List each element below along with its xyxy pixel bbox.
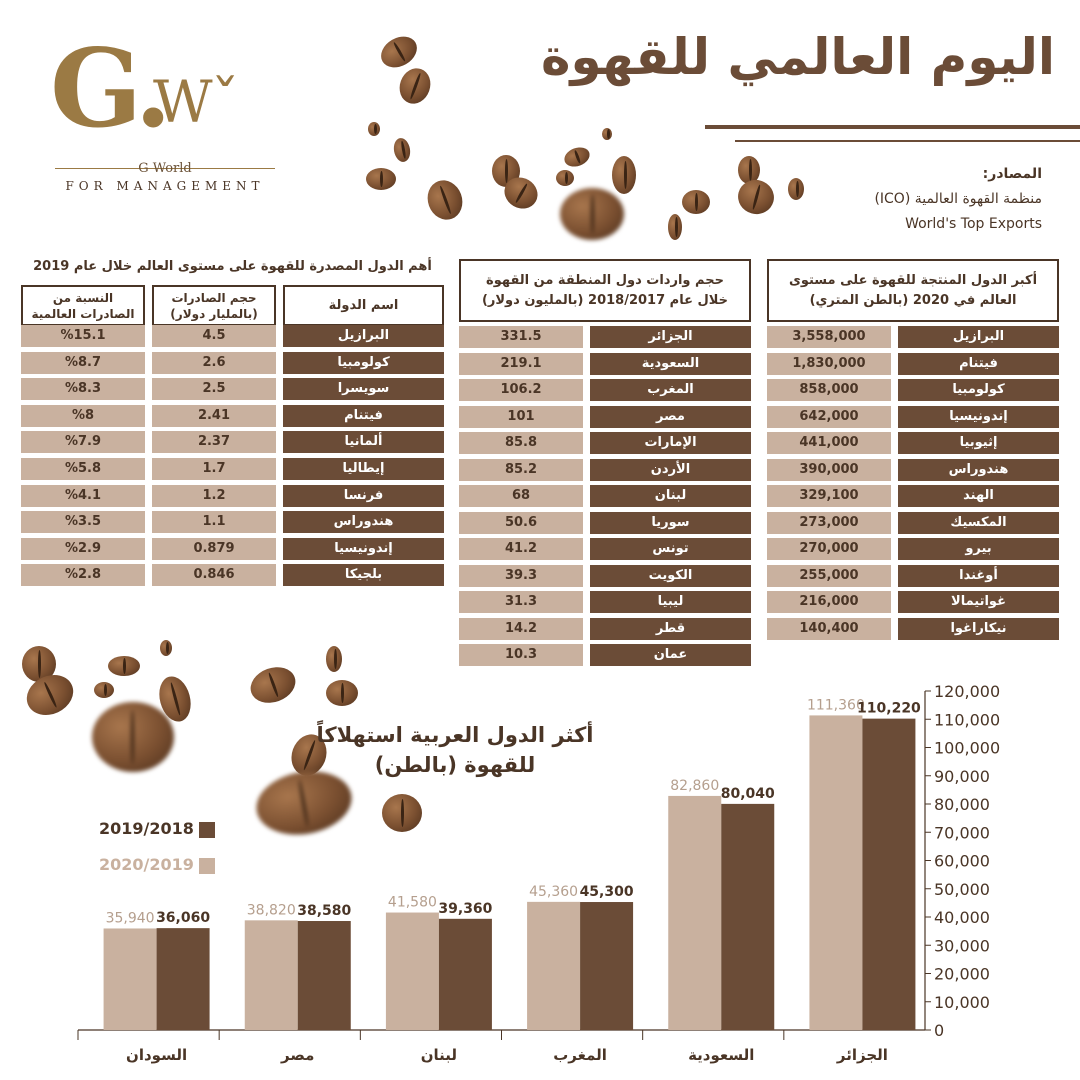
producers-country-cell: إندونيسيا xyxy=(898,406,1059,428)
producers-country-cell: الهند xyxy=(898,485,1059,507)
logo-line2: FOR MANAGEMENT xyxy=(65,179,265,193)
producers-country-cell: فيتنام xyxy=(898,353,1059,375)
imports-country-cell: قطر xyxy=(590,618,751,640)
imports-value-cell: 331.5 xyxy=(459,326,583,348)
bar-2020-2019 xyxy=(668,796,721,1030)
exporters-country-cell: ألمانيا xyxy=(283,431,444,453)
exporters-header-volume-label: حجم الصادرات (بالمليار دولار) xyxy=(170,290,258,321)
imports-value-cell: 68 xyxy=(459,485,583,507)
data-label-2019-2018: 39,360 xyxy=(438,900,493,917)
exporters-volume-cell: 1.7 xyxy=(152,458,276,480)
producers-table-title: أكبر الدول المنتجة للقهوة على مستوى العالم في 2020 (بالطن المتري) xyxy=(788,272,1038,308)
data-label-2020-2019: 111,360 xyxy=(806,697,865,714)
exporters-country-cell: البرازيل xyxy=(283,325,444,347)
producers-country-cell: إثيوبيا xyxy=(898,432,1059,454)
y-tick-label: 70,000 xyxy=(934,823,990,843)
bar-2020-2019 xyxy=(386,913,439,1030)
imports-country-cell: لبنان xyxy=(590,485,751,507)
y-tick-label: 110,000 xyxy=(934,710,1001,730)
x-category-label: السعودية xyxy=(688,1046,755,1064)
producers-value-cell: 140,400 xyxy=(767,618,891,640)
producers-country-cell: هندوراس xyxy=(898,459,1059,481)
exporters-share-cell: %2.9 xyxy=(21,538,145,560)
x-category-label: المغرب xyxy=(553,1046,607,1064)
imports-country-cell: الكويت xyxy=(590,565,751,587)
imports-country-cell: الأردن xyxy=(590,459,751,481)
data-label-2020-2019: 82,860 xyxy=(670,777,720,794)
data-label-2020-2019: 41,580 xyxy=(387,894,437,911)
imports-table-title: حجم واردات دول المنطقة من القهوة خلال عام 2018/2017 (بالمليون دولار) xyxy=(481,272,729,308)
y-tick-label: 20,000 xyxy=(934,964,990,984)
producers-value-cell: 441,000 xyxy=(767,432,891,454)
exporters-volume-cell: 1.1 xyxy=(152,511,276,533)
imports-value-cell: 106.2 xyxy=(459,379,583,401)
exporters-share-cell: %15.1 xyxy=(21,325,145,347)
exporters-country-cell: إيطاليا xyxy=(283,458,444,480)
bar-2019-2018 xyxy=(580,902,633,1030)
imports-value-cell: 41.2 xyxy=(459,538,583,560)
data-label-2019-2018: 80,040 xyxy=(720,785,775,802)
exporters-country-cell: إندونيسيا xyxy=(283,538,444,560)
exporters-volume-cell: 0.879 xyxy=(152,538,276,560)
imports-value-cell: 39.3 xyxy=(459,565,583,587)
x-category-label: السودان xyxy=(126,1046,188,1064)
sources-line2: World's Top Exports xyxy=(905,216,1042,232)
logo-line1: G World xyxy=(138,161,192,176)
y-tick-label: 80,000 xyxy=(934,795,990,814)
imports-country-cell: المغرب xyxy=(590,379,751,401)
y-tick-label: 40,000 xyxy=(934,908,990,927)
producers-country-cell: كولومبيا xyxy=(898,379,1059,401)
y-tick-label: 120,000 xyxy=(934,682,1001,701)
logo-mark-g: G. xyxy=(50,26,168,152)
logo-mark-w: Wˇ xyxy=(153,68,238,136)
data-label-2019-2018: 38,580 xyxy=(297,903,352,920)
producers-value-cell: 273,000 xyxy=(767,512,891,534)
bar-2019-2018 xyxy=(157,928,210,1030)
data-label-2019-2018: 110,220 xyxy=(857,700,921,717)
exporters-country-cell: كولومبيا xyxy=(283,352,444,374)
exporters-volume-cell: 0.846 xyxy=(152,564,276,586)
y-tick-label: 60,000 xyxy=(934,851,990,871)
producers-value-cell: 642,000 xyxy=(767,406,891,428)
exporters-country-cell: بلجيكا xyxy=(283,564,444,586)
chart-title: أكثر الدول العربية استهلاكاً للقهوة (بالطن) xyxy=(316,723,594,777)
imports-country-cell: السعودية xyxy=(590,353,751,375)
exporters-share-cell: %2.8 xyxy=(21,564,145,586)
sources-label: المصادر: xyxy=(982,166,1042,182)
x-category-label: لبنان xyxy=(420,1046,458,1064)
imports-country-cell: مصر xyxy=(590,406,751,428)
imports-country-cell: سوريا xyxy=(590,512,751,534)
producers-value-cell: 216,000 xyxy=(767,591,891,613)
exporters-volume-cell: 2.37 xyxy=(152,431,276,453)
exporters-country-cell: فرنسا xyxy=(283,485,444,507)
producers-value-cell: 390,000 xyxy=(767,459,891,481)
exporters-share-cell: %5.8 xyxy=(21,458,145,480)
y-tick-label: 90,000 xyxy=(934,766,990,786)
x-category-label: مصر xyxy=(281,1046,315,1064)
imports-value-cell: 10.3 xyxy=(459,644,583,666)
exporters-volume-cell: 4.5 xyxy=(152,325,276,347)
imports-country-cell: تونس xyxy=(590,538,751,560)
imports-value-cell: 14.2 xyxy=(459,618,583,640)
exporters-country-cell: فيتنام xyxy=(283,405,444,427)
bar-2019-2018 xyxy=(298,921,351,1030)
exporters-country-cell: سويسرا xyxy=(283,378,444,400)
producers-country-cell: المكسيك xyxy=(898,512,1059,534)
y-tick-label: 10,000 xyxy=(934,992,990,1012)
data-label-2019-2018: 45,300 xyxy=(579,884,634,901)
bar-2019-2018 xyxy=(721,804,774,1030)
exporters-share-cell: %8 xyxy=(21,405,145,427)
y-tick-label: 0 xyxy=(934,1021,945,1040)
exporters-share-cell: %4.1 xyxy=(21,485,145,507)
exporters-volume-cell: 2.5 xyxy=(152,378,276,400)
producers-value-cell: 270,000 xyxy=(767,538,891,560)
producers-value-cell: 329,100 xyxy=(767,485,891,507)
y-tick-label: 100,000 xyxy=(934,738,1001,758)
exporters-share-cell: %8.7 xyxy=(21,352,145,374)
producers-country-cell: بيرو xyxy=(898,538,1059,560)
producers-value-cell: 1,830,000 xyxy=(767,353,891,375)
bar-2019-2018 xyxy=(862,719,915,1030)
data-label-2020-2019: 35,940 xyxy=(105,910,155,927)
y-tick-label: 30,000 xyxy=(934,936,990,956)
y-tick-label: 50,000 xyxy=(934,879,990,899)
bar-2020-2019 xyxy=(809,715,862,1030)
exporters-header-share-label: النسبة من الصادرات العالمية xyxy=(31,290,135,321)
exporters-share-cell: %7.9 xyxy=(21,431,145,453)
producers-country-cell: غواتيمالا xyxy=(898,591,1059,613)
imports-country-cell: عمان xyxy=(590,644,751,666)
imports-value-cell: 219.1 xyxy=(459,353,583,375)
exporters-country-cell: هندوراس xyxy=(283,511,444,533)
producers-country-cell: نيكاراغوا xyxy=(898,618,1059,640)
imports-value-cell: 101 xyxy=(459,406,583,428)
imports-country-cell: الجزائر xyxy=(590,326,751,348)
imports-value-cell: 50.6 xyxy=(459,512,583,534)
bar-2020-2019 xyxy=(527,902,580,1030)
producers-value-cell: 255,000 xyxy=(767,565,891,587)
data-label-2020-2019: 45,360 xyxy=(529,883,579,900)
x-category-label: الجزائر xyxy=(836,1046,888,1064)
exporters-volume-cell: 2.6 xyxy=(152,352,276,374)
exporters-header-country-label: اسم الدولة xyxy=(328,297,399,313)
bar-2019-2018 xyxy=(439,919,492,1030)
imports-value-cell: 31.3 xyxy=(459,591,583,613)
legend-swatch-2020-2019 xyxy=(199,858,215,874)
producers-value-cell: 858,000 xyxy=(767,379,891,401)
exporters-table-title: أهم الدول المصدرة للقهوة على مستوى العالم خلال عام 2019 xyxy=(33,259,432,274)
legend-swatch-2019-2018 xyxy=(199,822,215,838)
sources-line1: منظمة القهوة العالمية (ICO) xyxy=(874,191,1042,207)
page-title: اليوم العالمي للقهوة xyxy=(541,28,1055,86)
exporters-volume-cell: 1.2 xyxy=(152,485,276,507)
data-label-2020-2019: 38,820 xyxy=(246,902,296,919)
exporters-volume-cell: 2.41 xyxy=(152,405,276,427)
imports-country-cell: الإمارات xyxy=(590,432,751,454)
producers-value-cell: 3,558,000 xyxy=(767,326,891,348)
legend-label-2019-2018: 2019/2018 xyxy=(99,819,194,838)
imports-value-cell: 85.2 xyxy=(459,459,583,481)
legend-label-2020-2019: 2020/2019 xyxy=(99,855,194,874)
exporters-share-cell: %8.3 xyxy=(21,378,145,400)
producers-country-cell: البرازيل xyxy=(898,326,1059,348)
bar-2020-2019 xyxy=(104,928,157,1030)
imports-country-cell: ليبيا xyxy=(590,591,751,613)
bar-2020-2019 xyxy=(245,920,298,1030)
producers-country-cell: أوغندا xyxy=(898,565,1059,587)
data-label-2019-2018: 36,060 xyxy=(156,910,211,927)
imports-value-cell: 85.8 xyxy=(459,432,583,454)
exporters-share-cell: %3.5 xyxy=(21,511,145,533)
